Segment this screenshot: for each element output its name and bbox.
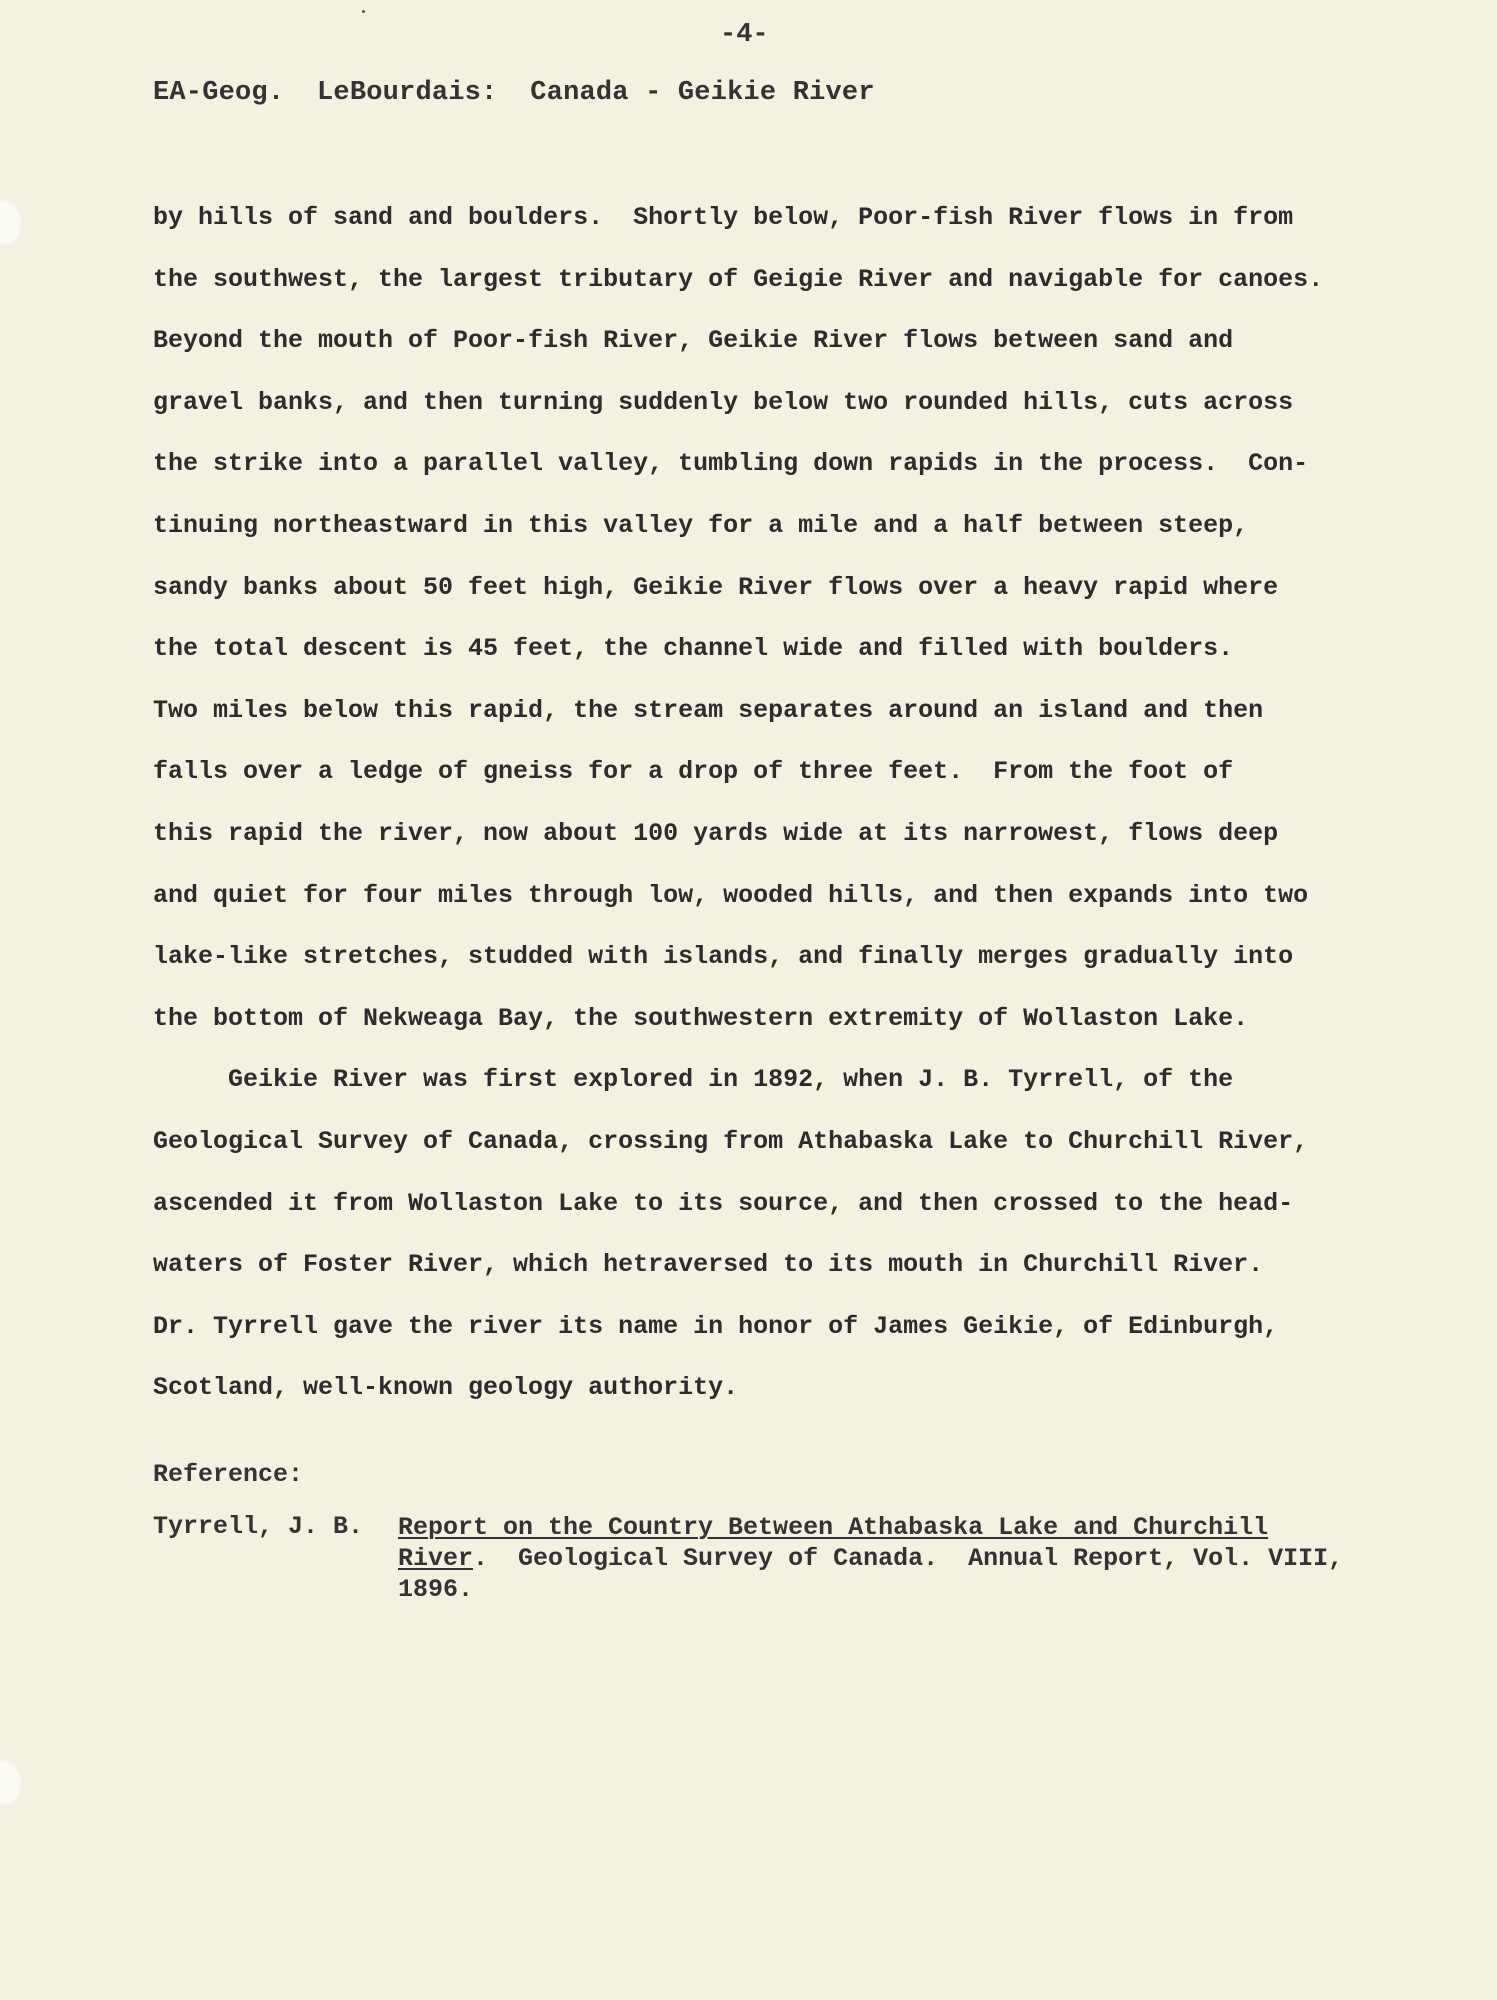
body-line: the strike into a parallel valley, tumbling down rapids in the process. Con- xyxy=(153,449,1309,479)
body-text xyxy=(153,195,1343,1427)
citation-title: Report on the Country Between Athabaska Lake and Churchill xyxy=(398,1513,1269,1542)
citation-author: Tyrrell, J. B. xyxy=(153,1512,364,1541)
body-line: by hills of sand and boulders. Shortly below, Poor-fish River flows in from xyxy=(153,203,1294,232)
body-line: waters of Foster River, which hetraversed to its mouth in Churchill River. xyxy=(153,1250,1264,1280)
body-line: the bottom of Nekweaga Bay, the southwestern extremity of Wollaston Lake. xyxy=(153,1003,1249,1033)
paper-speck xyxy=(362,10,365,13)
document-header: EA-Geog. LeBourdais: Canada - Geikie River xyxy=(153,78,875,108)
reference-label: Reference: xyxy=(153,1460,304,1489)
body-line: Geological Survey of Canada, crossing from Athabaska Lake to Churchill River, xyxy=(153,1126,1309,1156)
citation-source: . Geological Survey of Canada. Annual Report, Vol. VIII, xyxy=(473,1544,1344,1573)
body-line: ascended it from Wollaston Lake to its source, and then crossed to the head- xyxy=(153,1188,1294,1218)
body-line: this rapid the river, now about 100 yards wide at its narrowest, flows deep xyxy=(153,818,1279,848)
body-line: the southwest, the largest tributary of Geigie River and navigable for canoes. xyxy=(153,264,1324,294)
punch-hole xyxy=(0,1760,24,1806)
body-line: Geikie River was first explored in 1892, when J. B. Tyrrell, of the xyxy=(153,1065,1234,1095)
citation-year: 1896. xyxy=(398,1575,474,1604)
body-line: falls over a ledge of gneiss for a drop of three feet. From the foot of xyxy=(153,757,1234,787)
citation-title-continued: River xyxy=(398,1544,474,1573)
body-line: Beyond the mouth of Poor-fish River, Geikie River flows between sand and xyxy=(153,326,1234,356)
body-line: Dr. Tyrrell gave the river its name in honor of James Geikie, of Edinburgh, xyxy=(153,1311,1279,1341)
body-line: tinuing northeastward in this valley for a mile and a half between steep, xyxy=(153,510,1249,540)
body-line: Scotland, well-known geology authority. xyxy=(153,1373,739,1403)
body-line: Two miles below this rapid, the stream separates around an island and then xyxy=(153,695,1264,725)
body-line: gravel banks, and then turning suddenly below two rounded hills, cuts across xyxy=(153,387,1294,417)
citation xyxy=(398,1512,1343,1605)
page-number: -4- xyxy=(720,20,769,50)
body-line: sandy banks about 50 feet high, Geikie River flows over a heavy rapid where xyxy=(153,572,1279,602)
punch-hole xyxy=(0,200,24,246)
body-line: the total descent is 45 feet, the channel wide and filled with boulders. xyxy=(153,634,1234,664)
body-line: and quiet for four miles through low, wooded hills, and then expands into two xyxy=(153,880,1309,910)
body-line: lake-like stretches, studded with islands, and finally merges gradually into xyxy=(153,942,1294,972)
